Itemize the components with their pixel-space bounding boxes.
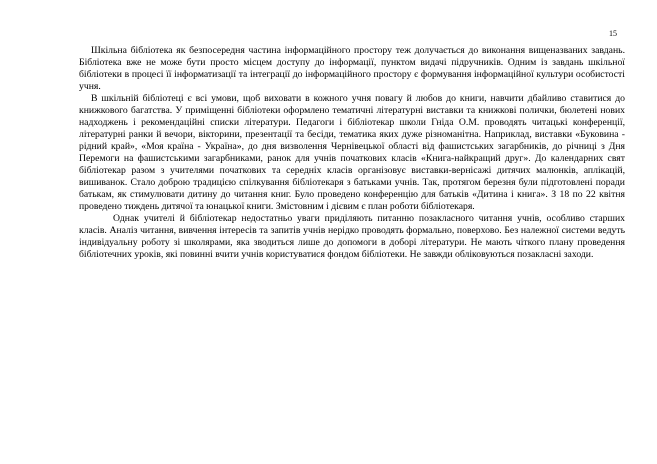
document-body <box>79 45 625 261</box>
paragraph-library-activities: В шкільній бібліотеці є всі умови, щоб виховати в кожного учня повагу й любов до книги, навчити дбайливо ставитися до книжкового багатства. У приміщенні бібліотеки оформлено тематичні літературні виставки та книжкові полички, бюлетені нових надходжень і рекомендаційні списки літератури. Педагоги і бібліотекар школи Гніда О.М. проводять читацькі конференції, літературні ранки й вечори, вікторини, презентації та бесіди, тематика яких дуже різноманітна. Наприклад, виставки «Буковина - рідний край», «Моя країна - Україна», до дня визволення Чернівецької області від фашистських загарбників, до річниці з Дня Перемоги на фашистськими загарбниками, ранок для учнів початкових класів «Книга-найкращий друг». До календарних свят бібліотекар разом з учителями початкових та середніх класів організовує виставки-вернісажі дитячих малюнків, аплікацій, вишиванок. Стало доброю традицією спілкування бібліотекаря з батьками учнів. Так, протягом березня були підготовлені поради батькам, як стимулювати дитину до читання книг. Було проведено конференцію для батьків «Дитина і книга». З 18 по 22 квітня проведено тиждень дитячої та юнацької книги. Змістовним і дієвим є план роботи бібліотекаря. <box>79 93 625 212</box>
paragraph-shortcomings: Однак учителі й бібліотекар недостатньо уваги приділяють питанню позакласного читання учнів, особливо старших класів. Аналіз читання, вивчення інтересів та запитів учнів нерідко проводять формально, поверхово. Без належної системи ведуть індивідуальну роботу зі школярами, яка зводиться лише до допомоги в доборі літератури. Не мають чіткого плану проведення бібліотечних уроків, які повинні вчити учнів користуватися фондом бібліотеки. Не завжди обліковуються позакласні заходи. <box>79 213 625 260</box>
page-number: 15 <box>609 29 617 38</box>
paragraph-library-information-space: Шкільна бібліотека як безпосередня частина інформаційного простору теж долучається до виконання вищеназваних завдань. Бібліотека вже не може бути просто місцем доступу до інформації, пунктом видачі підручників. Одним із завдань шкільної бібліотеки в процесі її інформатизації та інтеграції до інформаційного простору є формування інформаційної культури особистості учня. <box>79 45 625 92</box>
